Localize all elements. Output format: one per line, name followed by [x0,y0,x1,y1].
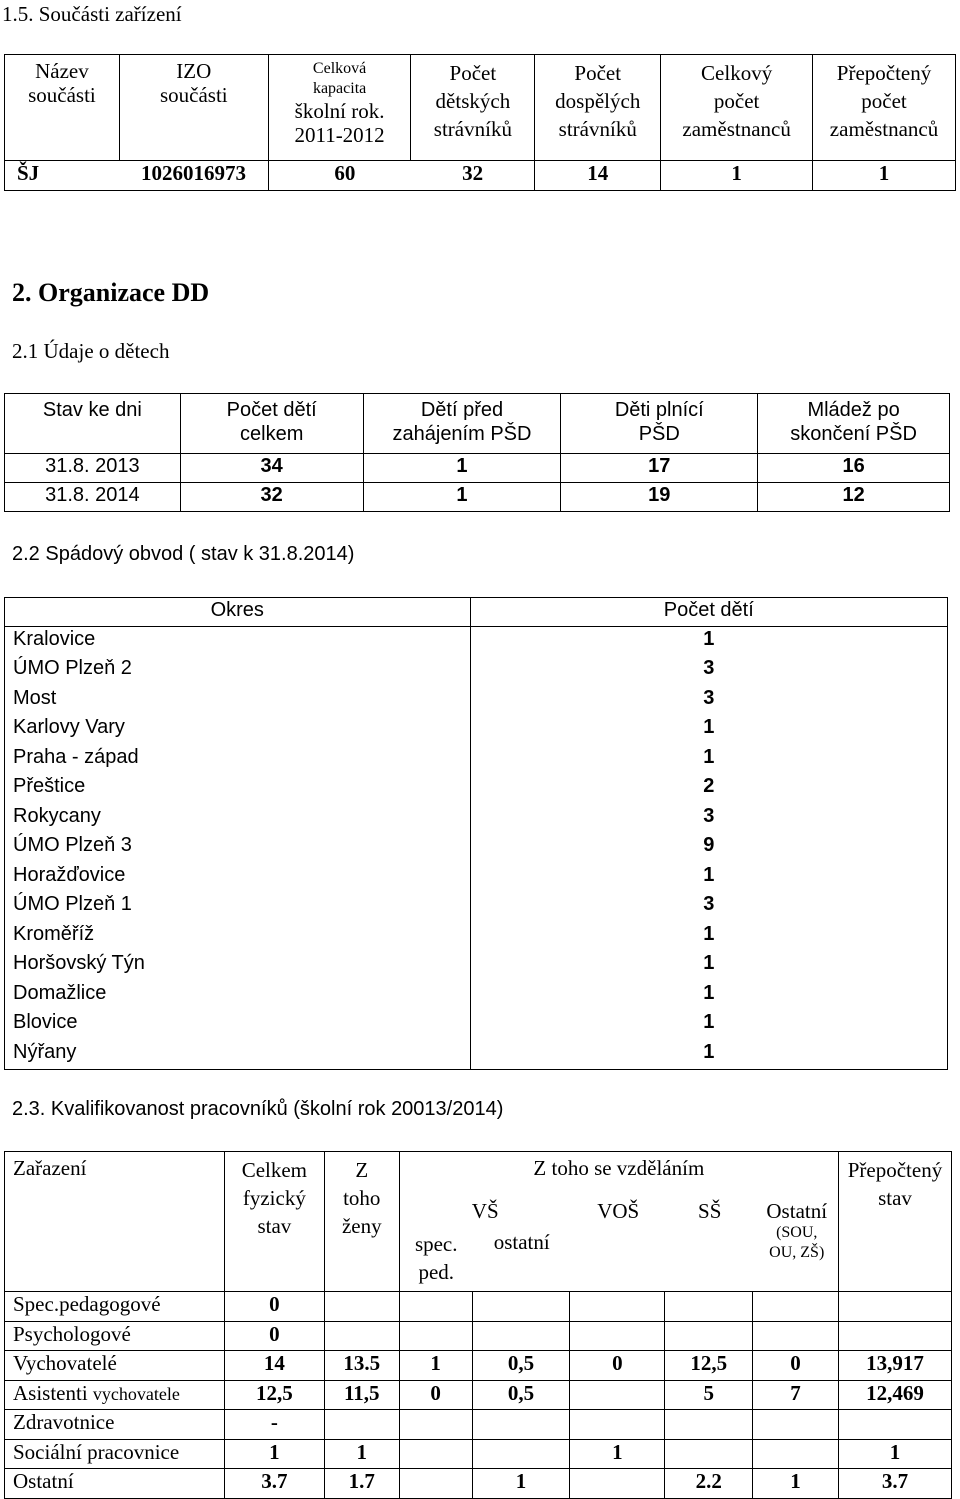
qualification-cell-zeny: 1.7 [324,1469,399,1499]
qualification-cell-celkem: 0 [224,1321,324,1351]
label-text: Zdravotnice [13,1410,115,1434]
cell-celkovy: 1 [661,161,813,191]
header-vzdelani-title: Z toho se vzděláním [533,1156,705,1180]
district-count: 1 [470,745,947,775]
header-line: dětských [435,89,511,113]
district-count: 1 [470,922,947,952]
qualification-cell-vos: 0 [570,1351,665,1381]
qualification-cell-spec [399,1410,472,1440]
header-prepocteny [813,55,956,161]
header-line: ped. [418,1260,455,1284]
qualification-cell-zeny [324,1410,399,1440]
qualification-cell-celkem: 3.7 [224,1469,324,1499]
header-prepocteny-stav [838,1152,951,1292]
children-data-row [5,454,950,483]
district-name: Kroměříž [5,922,471,952]
district-name: ÚMO Plzeň 3 [5,833,471,863]
qualification-cell-prep [838,1410,951,1440]
header-line: Celkem [241,1158,308,1182]
components-data-row [5,161,956,191]
children-data-row [5,483,950,512]
header-line: součásti [28,83,96,107]
header-line: dospělých [555,89,641,113]
qualification-cell-vos [570,1410,665,1440]
header-vos: VOŠ [597,1199,640,1223]
district-row [5,863,948,893]
qualification-cell-ost [472,1321,570,1351]
qualification-cell-spec [399,1292,472,1322]
qualification-cell-celkem: 1 [224,1439,324,1469]
district-name: Karlovy Vary [5,715,471,745]
qualification-row [5,1410,952,1440]
district-name: ÚMO Plzeň 2 [5,656,471,686]
header-line: stav [257,1214,292,1238]
cell-detskych: 32 [411,161,535,191]
qualification-cell-vos [570,1321,665,1351]
header-line: počet [713,89,760,113]
header-line: Počet [449,61,497,85]
header-line: celkem [240,423,304,445]
qualification-cell-vos [570,1380,665,1410]
header-line: Dětí před [420,399,504,421]
district-name: Horažďovice [5,863,471,893]
qualification-row [5,1321,952,1351]
qualification-cell-prep: 13,917 [838,1351,951,1381]
header-vzdelani [399,1152,838,1292]
district-row [5,892,948,922]
district-row [5,922,948,952]
cell-date: 31.8. 2013 [5,454,181,483]
district-count: 1 [470,863,947,893]
qualification-cell-celkem: 14 [224,1351,324,1381]
district-row [5,774,948,804]
qualification-label [5,1410,225,1440]
qualification-cell-ostatni [753,1292,839,1322]
header-line: strávníků [558,117,637,141]
cell-pred: 1 [363,454,561,483]
components-header-row [5,55,956,161]
qualification-cell-prep: 12,469 [838,1380,951,1410]
district-row [5,951,948,981]
district-name: Blovice [5,1010,471,1040]
qualification-cell-celkem: - [224,1410,324,1440]
label-text: Asistenti [13,1380,93,1405]
cell-pred: 1 [363,483,561,512]
header-line: Z [355,1158,369,1182]
qualification-cell-ost [472,1292,570,1322]
header-line: Název [35,59,89,83]
header-celkovy [661,55,813,161]
qualification-cell-vos: 1 [570,1439,665,1469]
qualification-cell-ostatni [753,1321,839,1351]
section-1-5-heading: 1.5. Součásti zařízení [2,2,182,26]
qualification-cell-prep [838,1292,951,1322]
district-row [5,715,948,745]
district-name: Most [5,686,471,716]
cell-celkem: 32 [180,483,363,512]
section-2-2-heading: 2.2 Spádový obvod ( stav k 31.8.2014) [12,543,355,565]
qualification-label [5,1321,225,1351]
qualification-row [5,1380,952,1410]
district-count: 1 [470,627,947,657]
header-line: Ostatní [766,1199,828,1223]
header-okres: Okres [5,598,471,627]
qualification-cell-prep: 3.7 [838,1469,951,1499]
qualification-cell-celkem: 12,5 [224,1380,324,1410]
label-text: Vychovatelé [13,1351,117,1375]
cell-nazev: ŠJ [5,161,120,191]
qualification-cell-ostatni [753,1439,839,1469]
header-pocet: Počet dětí [470,598,947,627]
header-line: školní rok. [294,99,385,123]
header-line: (SOU, [776,1224,818,1241]
header-plnici [561,394,758,454]
qualification-cell-celkem: 0 [224,1292,324,1322]
qualification-label [5,1380,225,1410]
qualification-row [5,1469,952,1499]
district-name: Rokycany [5,804,471,834]
qualification-cell-zeny: 11,5 [324,1380,399,1410]
header-line: Celkový [701,61,773,85]
district-row [5,656,948,686]
qualification-cell-spec [399,1321,472,1351]
qualification-cell-ss [665,1439,753,1469]
header-mladez [758,394,950,454]
district-name: Horšovský Týn [5,951,471,981]
label-text: Psychologové [13,1321,131,1346]
qualification-cell-ost: 0,5 [472,1351,570,1381]
qualification-cell-ost [472,1410,570,1440]
district-name: Přeštice [5,774,471,804]
children-header-row [5,394,950,454]
qualification-label [5,1351,225,1381]
header-line: Přepočtený [836,61,932,85]
header-line: toho [343,1186,381,1210]
district-name: Domažlice [5,981,471,1011]
header-dospelych [535,55,661,161]
district-header-row [5,598,948,627]
district-row [5,627,948,657]
header-line: 2011-2012 [294,123,385,147]
qualification-row [5,1439,952,1469]
header-line: zaměstnanců [829,117,939,141]
qualification-label [5,1469,225,1499]
district-row [5,804,948,834]
district-count: 1 [470,715,947,745]
header-line: Počet dětí [226,399,317,421]
qualification-cell-zeny [324,1292,399,1322]
qualification-row [5,1351,952,1381]
qualification-cell-ss [665,1292,753,1322]
cell-celkem: 34 [180,454,363,483]
qualification-cell-zeny: 1 [324,1439,399,1469]
qualification-cell-ostatni: 1 [753,1469,839,1499]
label-text-small: vychovatele [92,1383,180,1404]
district-count: 3 [470,656,947,686]
header-vs: VŠ [471,1199,499,1223]
district-row [5,833,948,863]
qualification-cell-spec: 1 [399,1351,472,1381]
cell-date: 31.8. 2014 [5,483,181,512]
qualification-cell-prep [838,1321,951,1351]
qualification-cell-ss: 2.2 [665,1469,753,1499]
district-row [5,1010,948,1040]
header-line: kapacita [312,80,367,97]
cell-kapacita: 60 [268,161,411,191]
qualification-cell-vos [570,1469,665,1499]
header-line: fyzický [242,1186,306,1210]
cell-mladez: 12 [758,483,950,512]
header-ostatni-vs: ostatní [493,1230,550,1254]
header-line: počet [861,89,907,113]
district-count: 2 [470,774,947,804]
cell-plnici: 17 [561,454,758,483]
qualification-table [4,1151,952,1499]
qualification-cell-ss [665,1321,753,1351]
cell-izo: 1026016973 [119,161,268,191]
header-line: Děti plnící [614,399,704,421]
label-text: Sociální pracovnice [13,1439,180,1464]
header-line: Stav ke dni [42,399,142,421]
cell-plnici: 19 [561,483,758,512]
qualification-cell-ostatni: 7 [753,1380,839,1410]
header-ostatni [754,1199,840,1263]
qualification-label [5,1439,225,1469]
qualification-cell-zeny [324,1321,399,1351]
header-ss: SŠ [698,1199,722,1223]
header-line: Celková [312,60,367,77]
district-name: Praha - západ [5,745,471,775]
qualification-cell-ost: 1 [472,1469,570,1499]
district-count: 3 [470,892,947,922]
section-2-heading: 2. Organizace DD [12,278,210,307]
cell-mladez: 16 [758,454,950,483]
district-count: 1 [470,1010,947,1040]
header-line: skončení PŠD [790,423,917,445]
qualification-row [5,1292,952,1322]
district-name: ÚMO Plzeň 1 [5,892,471,922]
district-row [5,1040,948,1070]
children-table [4,393,950,512]
qualification-label [5,1292,225,1322]
header-line: Počet [574,61,622,85]
header-zarazeni: Zařazení [5,1152,225,1292]
district-count: 1 [470,1040,947,1070]
header-zeny [324,1152,399,1292]
district-name: Kralovice [5,627,471,657]
header-line: IZO [176,59,212,83]
qualification-cell-ost [472,1439,570,1469]
qualification-cell-ss: 5 [665,1380,753,1410]
label-text: Spec.pedagogové [13,1292,161,1316]
qualification-cell-vos [570,1292,665,1322]
header-line: součásti [159,83,228,107]
header-line: Mládež po [807,399,900,421]
qualification-cell-zeny: 13.5 [324,1351,399,1381]
header-line: spec. [414,1232,458,1256]
district-row [5,981,948,1011]
qualification-cell-spec: 0 [399,1380,472,1410]
qualification-cell-ss [665,1410,753,1440]
header-celkem [180,394,363,454]
cell-dospelych: 14 [535,161,661,191]
district-count: 3 [470,686,947,716]
qualification-cell-prep: 1 [838,1439,951,1469]
district-count: 1 [470,981,947,1011]
components-table [4,54,956,191]
header-line: strávníků [433,117,512,141]
district-row [5,745,948,775]
header-line: OU, ZŠ) [769,1244,825,1261]
district-count: 1 [470,951,947,981]
cell-prepocteny: 1 [813,161,956,191]
header-line: zaměstnanců [682,117,791,141]
qualification-cell-ss: 12,5 [665,1351,753,1381]
header-line: stav [878,1186,912,1210]
header-celkem-fyzicky [224,1152,324,1292]
district-count: 3 [470,804,947,834]
header-line: zahájením PŠD [392,423,532,445]
qualification-cell-ost: 0,5 [472,1380,570,1410]
district-row [5,686,948,716]
label-text: Ostatní [13,1469,74,1493]
header-detskych [411,55,535,161]
header-line: Přepočtený [847,1158,943,1182]
header-pred [363,394,561,454]
header-izo [119,55,268,161]
header-kapacita [268,55,411,161]
qualification-cell-spec [399,1439,472,1469]
qualification-cell-ostatni: 0 [753,1351,839,1381]
section-2-3-heading: 2.3. Kvalifikovanost pracovníků (školní rok 20013/2014) [12,1098,504,1120]
district-count: 9 [470,833,947,863]
header-line: PŠD [638,423,680,445]
qualification-cell-spec [399,1469,472,1499]
header-stav [5,394,181,454]
header-spec-ped [400,1230,473,1286]
header-nazev [5,55,120,161]
qualification-cell-ostatni [753,1410,839,1440]
qualification-header-row [5,1152,952,1292]
header-line: ženy [341,1214,382,1238]
district-name: Nýřany [5,1040,471,1070]
district-table [4,597,948,1070]
section-2-1-heading: 2.1 Údaje o dětech [12,339,170,363]
